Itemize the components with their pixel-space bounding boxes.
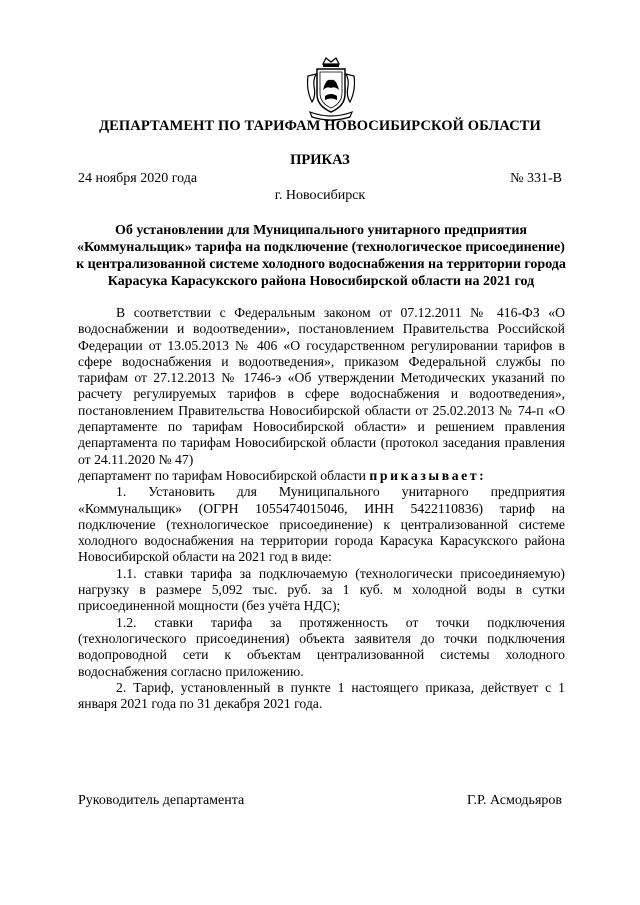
- order-title: Об установлении для Муниципального унитарного предприятия «Коммунальщик» тарифа на подключение (технологическое присоединение) к централизованной системе холодного водоснабжения на территории города Карасука Карасукского района Новосибирской области на 2021 год: [76, 223, 566, 289]
- item-1-1: 1.1. ставки тарифа за подключаемую (технологически присоединяемую) нагрузку в размере 5,092 тыс. руб. за 1 куб. м холодной воды в сутки присоединенной мощности (без учёта НДС);: [78, 565, 565, 614]
- order-intro-paragraph: [78, 468, 565, 484]
- city: г. Новосибирск: [274, 188, 366, 203]
- item-2: 2. Тариф, установленный в пункте 1 настоящего приказа, действует с 1 января 2021 года по 31 декабря 2021 года.: [78, 679, 565, 712]
- item-1: 1. Установить для Муниципального унитарного предприятия «Коммунальщик» (ОГРН 1055474015046, ИНН 5422110836) тариф на подключение (технологическое присоединение) к централизованной системе холодного водоснабжения на территории города Карасука Карасукского района Новосибирской области на 2021 год в виде:: [78, 484, 565, 565]
- signatory-name: Г.Р. Асмодьяров: [466, 793, 562, 808]
- order-number: № 331-В: [510, 171, 562, 186]
- order-intro-text: департамент по тарифам Новосибирской области: [78, 467, 370, 483]
- order-body: [78, 305, 565, 712]
- coat-of-arms-icon: [304, 56, 358, 122]
- agency-name: ДЕПАРТАМЕНТ ПО ТАРИФАМ НОВОСИБИРСКОЙ ОБЛАСТИ: [99, 118, 541, 134]
- document-type: ПРИКАЗ: [290, 152, 350, 168]
- signatory-position: Руководитель департамента: [78, 793, 245, 808]
- preamble-paragraph: В соответствии с Федеральным законом от 07.12.2011 № 416-ФЗ «О водоснабжении и водоотведении», постановлением Правительства Российской Федерации от 13.05.2013 № 406 «О государственном регулировании тарифов в сфере водоснабжения и водоотведения», приказом Федеральной службы по тарифам от 27.12.2013 № 1746-э «Об утверждении Методических указаний по расчету регулируемых тарифов в сфере водоснабжения и водоотведения», постановлением Правительства Новосибирской области от 25.02.2013 № 74-п «О департаменте по тарифам Новосибирской области» и решением правления департамента по тарифам Новосибирской области (протокол заседания правления от 24.11.2020 № 47): [78, 305, 565, 467]
- order-keyword: приказывает:: [369, 467, 487, 483]
- item-1-2: 1.2. ставки тарифа за протяженность от точки подключения (технологического присоединения) объекта заявителя до точки подключения водопроводной сети к объектам централизованной системы холодного водоснабжения согласно приложению.: [78, 614, 565, 679]
- order-date: 24 ноября 2020 года: [78, 171, 198, 186]
